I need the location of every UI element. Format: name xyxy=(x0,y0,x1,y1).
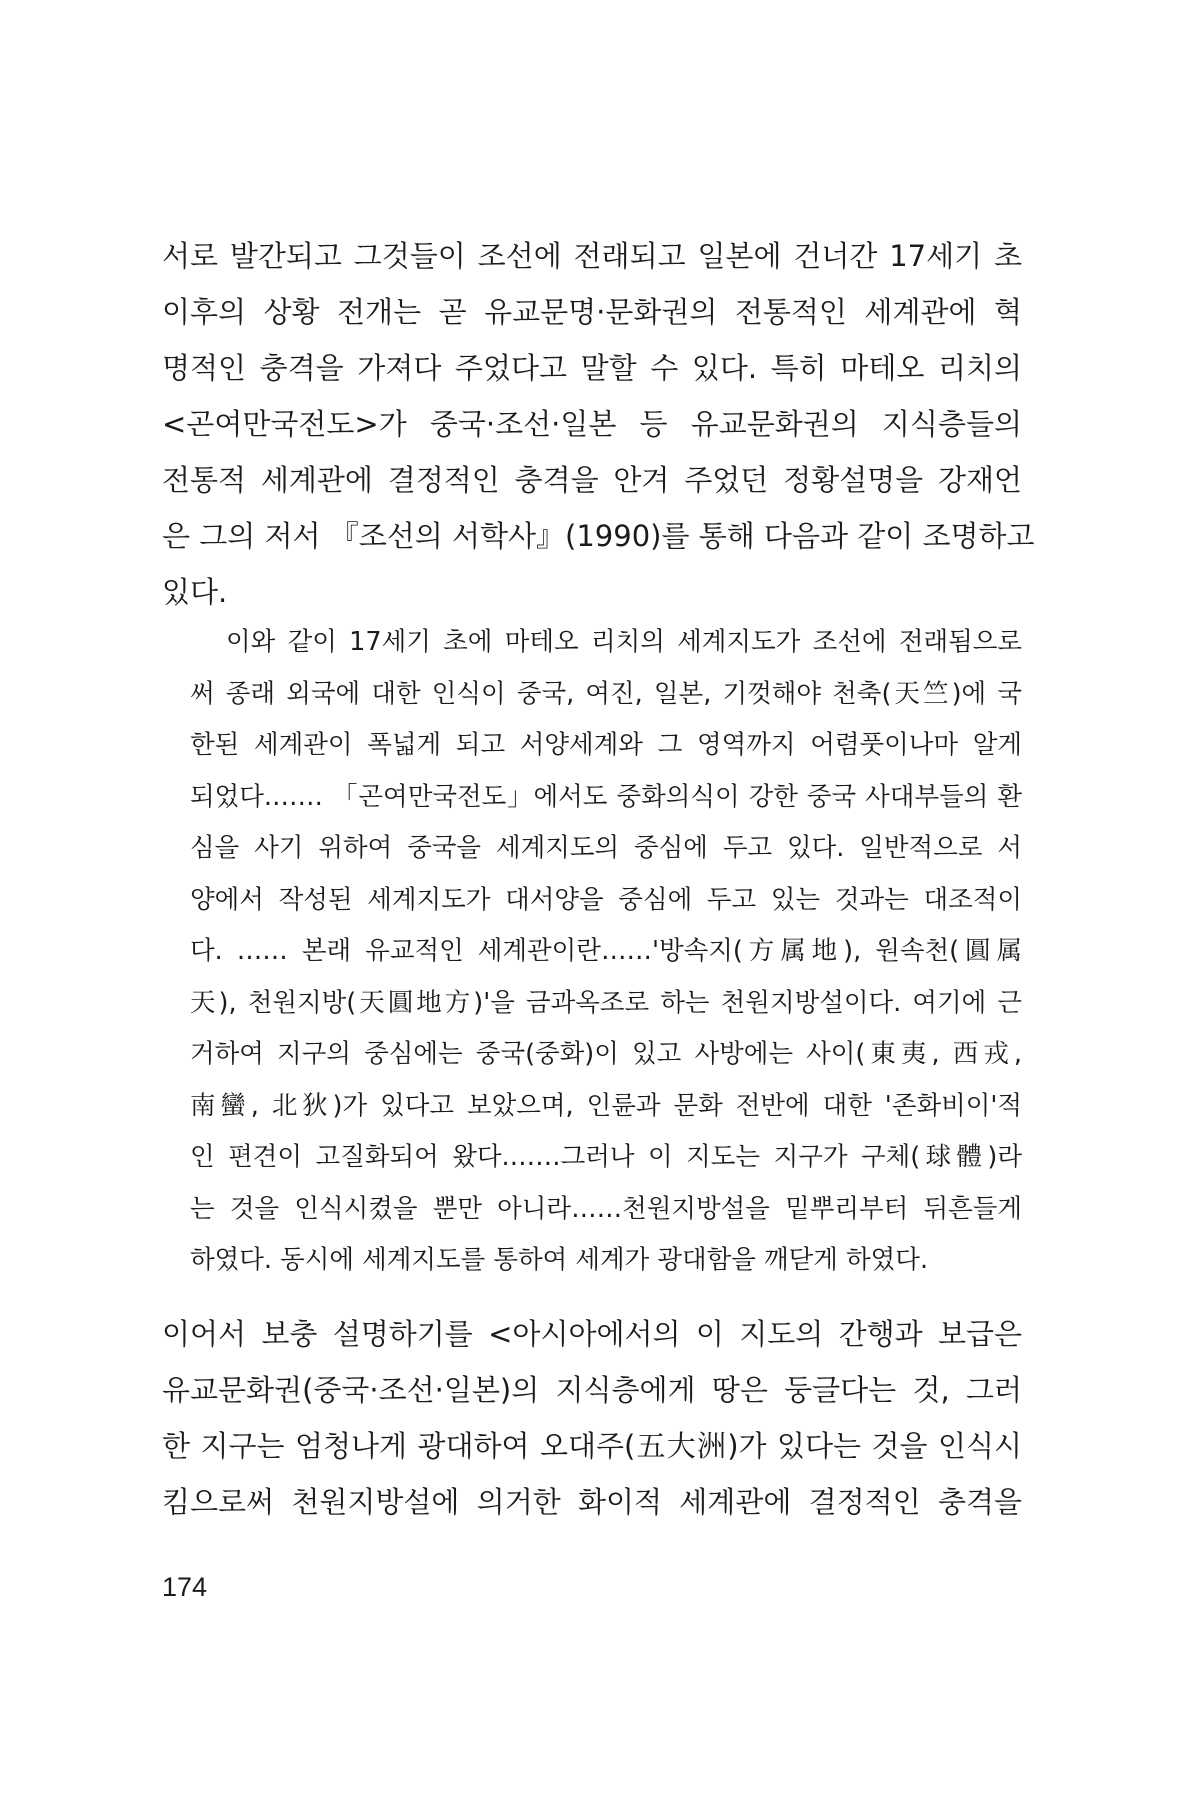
text-line: 하였다. 동시에 세계지도를 통하여 세계가 광대함을 깨닫게 하였다. xyxy=(190,1245,929,1275)
text-line: 이후의 상황 전개는 곧 유교문명·문화권의 전통적인 세계관에 혁 xyxy=(162,295,1022,329)
text-line: 은 그의 저서 『조선의 서학사』(1990)를 통해 다음과 같이 조명하고 xyxy=(162,519,1035,553)
text-line: 한 지구는 엄청나게 광대하여 오대주(五大洲)가 있다는 것을 인식시 xyxy=(162,1429,1022,1463)
text-line: 되었다.…… 「곤여만국전도」에서도 중화의식이 강한 중국 사대부들의 환 xyxy=(190,781,1022,812)
text-line: 있다. xyxy=(162,575,228,609)
text-line: 이와 같이 17세기 초에 마테오 리치의 세계지도가 조선에 전래됨으로 xyxy=(226,627,1022,657)
text-line: 유교문화권(중국·조선·일본)의 지식층에게 땅은 둥글다는 것, 그러 xyxy=(162,1373,1022,1407)
text-line: 명적인 충격을 가져다 주었다고 말할 수 있다. 특히 마테오 리치의 xyxy=(162,351,1022,385)
text-line: 써 종래 외국에 대한 인식이 중국, 여진, 일본, 기껏해야 천축(天竺)에 국 xyxy=(190,678,1022,709)
text-line: <곤여만국전도>가 중국·조선·일본 등 유교문화권의 지식층들의 xyxy=(162,407,1022,441)
text-line: 전통적 세계관에 결정적인 충격을 안겨 주었던 정황설명을 강재언 xyxy=(162,463,1022,497)
text-line: 는 것을 인식시켰을 뿐만 아니라……천원지방설을 밑뿌리부터 뒤흔들게 xyxy=(190,1193,1022,1224)
text-line: 양에서 작성된 세계지도가 대서양을 중심에 두고 있는 것과는 대조적이 xyxy=(190,884,1022,915)
text-line: 서로 발간되고 그것들이 조선에 전래되고 일본에 건너간 17세기 초 xyxy=(162,239,1022,273)
text-line: 이어서 보충 설명하기를 <아시아에서의 이 지도의 간행과 보급은 xyxy=(162,1317,1022,1351)
text-line: 다. …… 본래 유교적인 세계관이란……'방속지(方属地), 원속천(圓属 xyxy=(190,936,1022,966)
intro-paragraph xyxy=(162,228,1035,620)
text-line: 심을 사기 위하여 중국을 세계지도의 중심에 두고 있다. 일반적으로 서 xyxy=(190,833,1022,863)
text-line: 天), 천원지방(天圓地方)'을 금과옥조로 하는 천원지방설이다. 여기에 근 xyxy=(190,987,1022,1018)
text-line: 한된 세계관이 폭넓게 되고 서양세계와 그 영역까지 어렴풋이나마 알게 xyxy=(190,730,1022,760)
text-line: 킴으로써 천원지방설에 의거한 화이적 세계관에 결정적인 충격을 xyxy=(162,1485,1022,1519)
continuation-paragraph xyxy=(162,1306,1022,1530)
text-line: 거하여 지구의 중심에는 중국(중화)이 있고 사방에는 사이(東夷, 西戎, xyxy=(190,1039,1022,1069)
page-number: 174 xyxy=(162,1572,208,1602)
text-line: 인 편견이 고질화되어 왔다.……그러나 이 지도는 지구가 구체(球體)라 xyxy=(190,1142,1022,1172)
block-quote xyxy=(190,617,1022,1287)
text-line: 南蠻, 北狄)가 있다고 보았으며, 인륜과 문화 전반에 대한 '존화비이'적 xyxy=(190,1090,1022,1121)
